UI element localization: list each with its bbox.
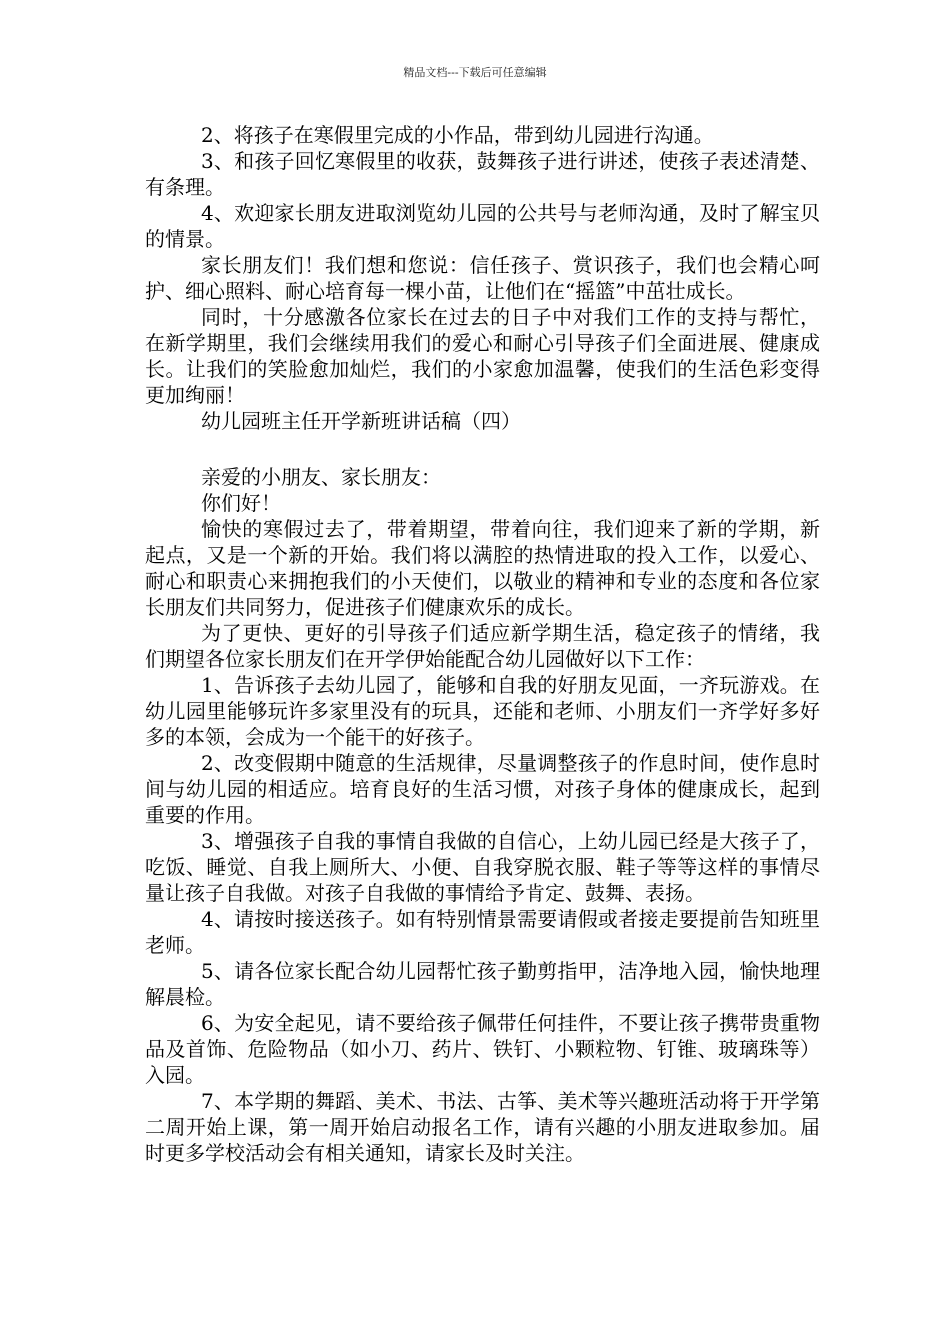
list-item: 4、请按时接送孩子。如有特别情景需要请假或者接走要提前告知班里老师。 — [145, 907, 820, 957]
document-body — [145, 122, 820, 1166]
list-item: 2、改变假期中随意的生活规律，尽量调整孩子的作息时间，使作息时间与幼儿园的相适应。培育良好的生活习惯，对孩子身体的健康成长，起到重要的作用。 — [145, 751, 820, 827]
paragraph: 2、将孩子在寒假里完成的小作品，带到幼儿园进行沟通。 — [201, 123, 714, 147]
list-item: 7、本学期的舞蹈、美术、书法、古筝、美术等兴趣班活动将于开学第二周开始上课，第一周开始启动报名工作，请有兴趣的小朋友进取参加。届时更多学校活动会有相关通知，请家长及时关注。 — [145, 1089, 820, 1165]
paragraph: 同时，十分感激各位家长在过去的日子中对我们工作的支持与帮忙，在新学期里，我们会继续用我们的爱心和耐心引导孩子们全面进展、健康成长。让我们的笑脸愈加灿烂，我们的小家愈加温馨，使我们的生活色彩变得更加绚丽！ — [145, 305, 820, 407]
section-title: 幼儿园班主任开学新班讲话稿（四） — [201, 409, 521, 433]
paragraph: 家长朋友们！我们想和您说：信任孩子、赏识孩子，我们也会精心呵护、细心照料、耐心培育每一棵小苗，让他们在“摇篮”中茁壮成长。 — [145, 253, 820, 303]
paragraph: 3、和孩子回忆寒假里的收获，鼓舞孩子进行讲述，使孩子表述清楚、有条理。 — [145, 149, 820, 199]
salutation: 亲爱的小朋友、家长朋友： — [201, 465, 441, 489]
list-item: 3、增强孩子自我的事情自我做的自信心，上幼儿园已经是大孩子了，吃饭、睡觉、自我上厕所大、小便、自我穿脱衣服、鞋子等等这样的事情尽量让孩子自我做。对孩子自我做的事情给予肯定、鼓舞、表扬。 — [145, 829, 820, 905]
list-item: 6、为安全起见，请不要给孩子佩带任何挂件，不要让孩子携带贵重物品及首饰、危险物品（如小刀、药片、铁钉、小颗粒物、钉锥、玻璃珠等）入园。 — [145, 1011, 820, 1087]
page-header: 精品文档---下载后可任意编辑 — [403, 66, 547, 79]
paragraph: 愉快的寒假过去了，带着期望，带着向往，我们迎来了新的学期，新起点，又是一个新的开始。我们将以满腔的热情进取的投入工作，以爱心、耐心和职责心来拥抱我们的小天使们，以敬业的精神和专业的态度和各位家长朋友们共同努力，促进孩子们健康欢乐的成长。 — [145, 517, 820, 619]
blank-line — [145, 434, 820, 464]
greeting: 你们好！ — [201, 491, 281, 515]
paragraph: 为了更快、更好的引导孩子们适应新学期生活，稳定孩子的情绪，我们期望各位家长朋友们在开学伊始能配合幼儿园做好以下工作： — [145, 621, 820, 671]
list-item: 5、请各位家长配合幼儿园帮忙孩子勤剪指甲，洁净地入园，愉快地理解晨检。 — [145, 959, 820, 1009]
list-item: 1、告诉孩子去幼儿园了，能够和自我的好朋友见面，一齐玩游戏。在幼儿园里能够玩许多家里没有的玩具，还能和老师、小朋友们一齐学好多好多的本领，会成为一个能干的好孩子。 — [145, 673, 820, 749]
paragraph: 4、欢迎家长朋友进取浏览幼儿园的公共号与老师沟通，及时了解宝贝的情景。 — [145, 201, 820, 251]
